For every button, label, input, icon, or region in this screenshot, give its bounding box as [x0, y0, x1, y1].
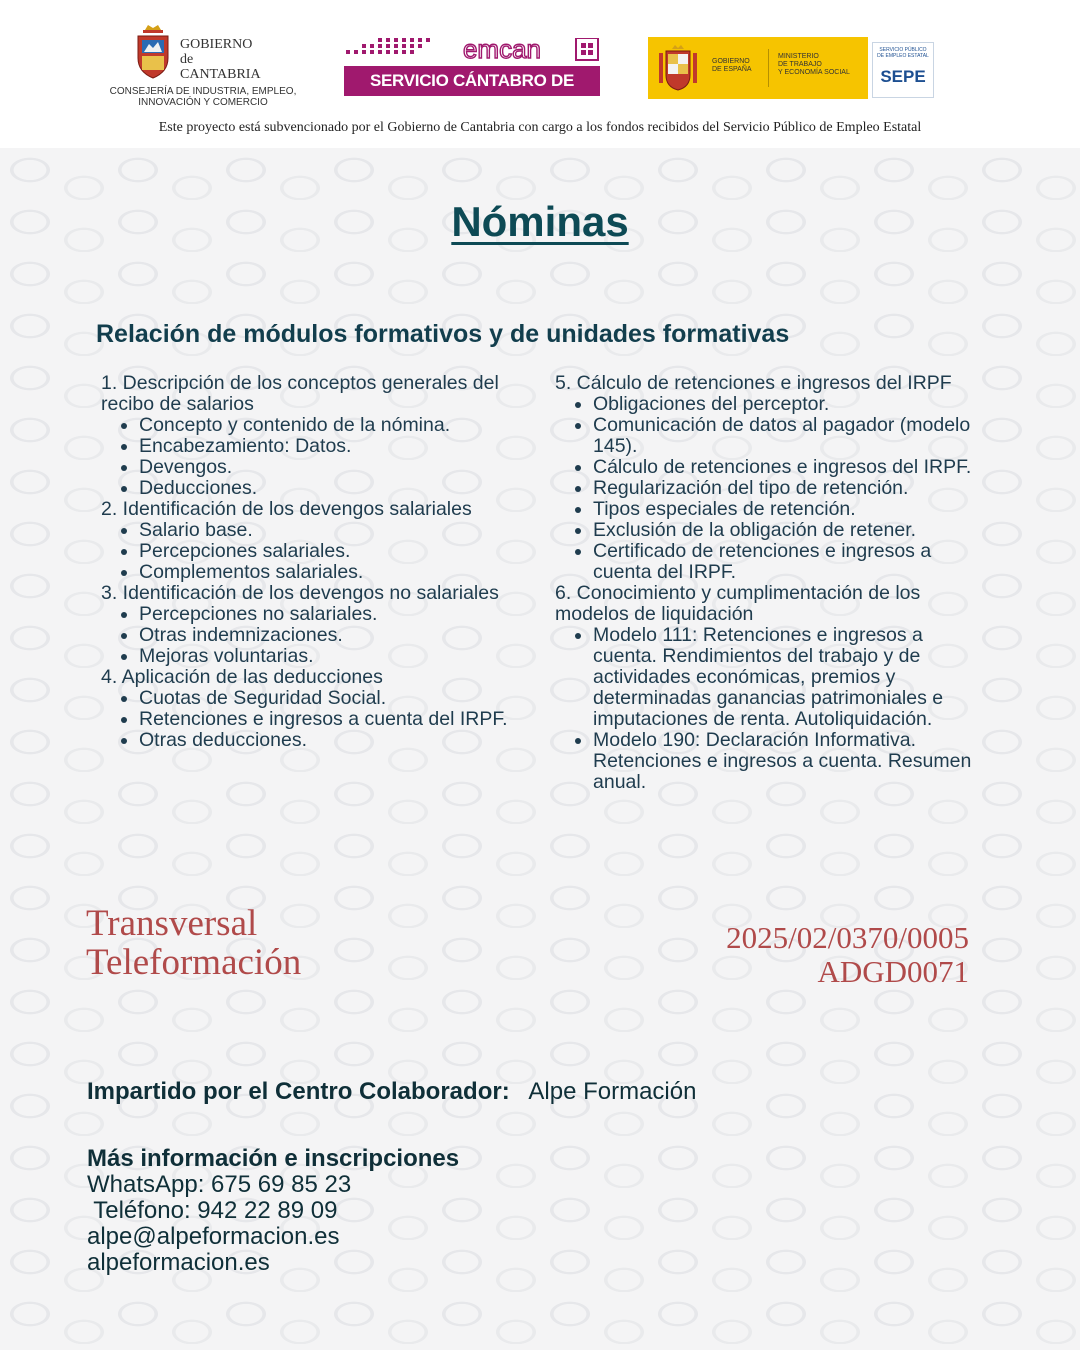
- gob-line3: CANTABRIA: [180, 67, 261, 82]
- course-codes: [620, 921, 969, 989]
- module-2-list: [101, 520, 541, 583]
- impartido-line: [87, 1078, 696, 1106]
- impartido-label: Impartido por el Centro Colaborador:: [87, 1078, 510, 1105]
- section-subtitle: Relación de módulos formativos y de unidades formativas: [96, 320, 790, 348]
- ministerio-line1: MINISTERIO: [778, 53, 819, 60]
- ministerio-line3: Y ECONOMÍA SOCIAL: [778, 69, 850, 76]
- gobierno-cantabria-logo: [108, 18, 298, 110]
- contact-email[interactable]: alpe@alpeformacion.es: [87, 1223, 340, 1250]
- contact-web[interactable]: alpeformacion.es: [87, 1249, 270, 1276]
- contact-telefono: Teléfono: 942 22 89 09: [87, 1197, 338, 1224]
- list-item: • Retenciones e ingresos a cuenta del IRPF.: [139, 709, 541, 730]
- list-item: • Comunicación de datos al pagador (modelo 145).: [593, 415, 985, 457]
- course-type-transversal: Transversal: [86, 903, 258, 944]
- list-item: • Mejoras voluntarias.: [139, 646, 541, 667]
- list-item: • Regularización del tipo de retención.: [593, 478, 985, 499]
- list-item: • Exclusión de la obligación de retener.: [593, 520, 985, 541]
- module-3-title: 3. Identificación de los devengos no salariales: [101, 582, 499, 604]
- list-item: • Otras indemnizaciones.: [139, 625, 541, 646]
- course-code: 2025/02/0370/0005: [726, 920, 969, 955]
- contact-heading: Más información e inscripciones: [87, 1145, 460, 1172]
- list-item: • Encabezamiento: Datos.: [139, 436, 541, 457]
- module-5-list: [555, 394, 985, 583]
- list-item: • Obligaciones del perceptor.: [593, 394, 985, 415]
- divider: [768, 49, 769, 87]
- emcan-bar: SERVICIO CÁNTABRO DE EMPLEO: [344, 66, 600, 96]
- list-item: • Otras deducciones.: [139, 730, 541, 751]
- contact-whatsapp: WhatsApp: 675 69 85 23: [87, 1171, 352, 1198]
- impartido-value: Alpe Formación: [528, 1078, 697, 1105]
- list-item: • Percepciones no salariales.: [139, 604, 541, 625]
- module-1-list: [101, 415, 541, 499]
- specialty-code: ADGD0071: [817, 954, 969, 989]
- contact-block: [87, 1146, 459, 1276]
- module-2-title: 2. Identificación de los devengos salariales: [101, 498, 472, 520]
- module-3-list: [101, 604, 541, 667]
- gob-line2: de: [180, 52, 194, 67]
- espana-line2: DE ESPAÑA: [712, 66, 752, 73]
- module-5-title: 5. Cálculo de retenciones e ingresos del IRPF: [555, 372, 952, 394]
- sepe-small-line1: SERVICIO PÚBLICO: [879, 47, 927, 53]
- module-6-list: [555, 625, 985, 793]
- modules-left-column: [101, 373, 541, 751]
- list-item: • Deducciones.: [139, 478, 541, 499]
- consejeria-line1: CONSEJERÍA DE INDUSTRIA, EMPLEO,: [109, 86, 297, 97]
- course-modality: [86, 904, 301, 982]
- sepe-logo: [872, 42, 934, 98]
- sepe-wordmark: SEPE: [880, 67, 926, 86]
- list-item: • Salario base.: [139, 520, 541, 541]
- module-6-title: 6. Conocimiento y cumplimentación de los modelos de liquidación: [555, 582, 921, 625]
- gob-line1: GOBIERNO: [180, 37, 253, 52]
- spain-shield-icon: [658, 45, 698, 91]
- emcan-logo-text: emcan: [462, 38, 542, 64]
- list-item: • Complementos salariales.: [139, 562, 541, 583]
- page-title: Nóminas: [451, 198, 629, 245]
- list-item: • Percepciones salariales.: [139, 541, 541, 562]
- module-1-title: 1. Descripción de los conceptos generales del recibo de salarios: [101, 372, 499, 415]
- list-item: • Modelo 190: Declaración Informativa. Retenciones e ingresos a cuenta. Resumen anual.: [593, 730, 985, 793]
- list-item: • Modelo 111: Retenciones e ingresos a cuenta. Rendimientos del trabajo y de actividades económicas, premios y determinadas ganancias patrimoniales e imputaciones de renta. Autoliquidación.: [593, 625, 985, 730]
- modules-right-column: [555, 373, 985, 793]
- sepe-small-line2: DE EMPLEO ESTATAL: [877, 53, 929, 59]
- emcan-logo: [344, 38, 600, 120]
- list-item: • Concepto y contenido de la nómina.: [139, 415, 541, 436]
- module-4-list: [101, 688, 541, 751]
- list-item: • Tipos especiales de retención.: [593, 499, 985, 520]
- ministerio-line2: DE TRABAJO: [778, 61, 822, 68]
- list-item: • Cálculo de retenciones e ingresos del IRPF.: [593, 457, 985, 478]
- course-type-teleformacion: Teleformación: [86, 942, 302, 983]
- list-item: • Cuotas de Seguridad Social.: [139, 688, 541, 709]
- emcan-wordmark: [344, 38, 600, 64]
- list-item: • Certificado de retenciones e ingresos a cuenta del IRPF.: [593, 541, 985, 583]
- list-item: • Devengos.: [139, 457, 541, 478]
- funding-note: Este proyecto está subvencionado por el Gobierno de Cantabria con cargo a los fondos recibidos del Servicio Público de Empleo Estatal: [158, 120, 922, 135]
- consejeria-line2: INNOVACIÓN Y COMERCIO: [138, 97, 268, 108]
- gobierno-espana-logo: [648, 37, 868, 99]
- espana-line1: GOBIERNO: [712, 58, 750, 65]
- module-4-title: 4. Aplicación de las deducciones: [101, 666, 383, 688]
- cantabria-shield-icon: [136, 24, 170, 80]
